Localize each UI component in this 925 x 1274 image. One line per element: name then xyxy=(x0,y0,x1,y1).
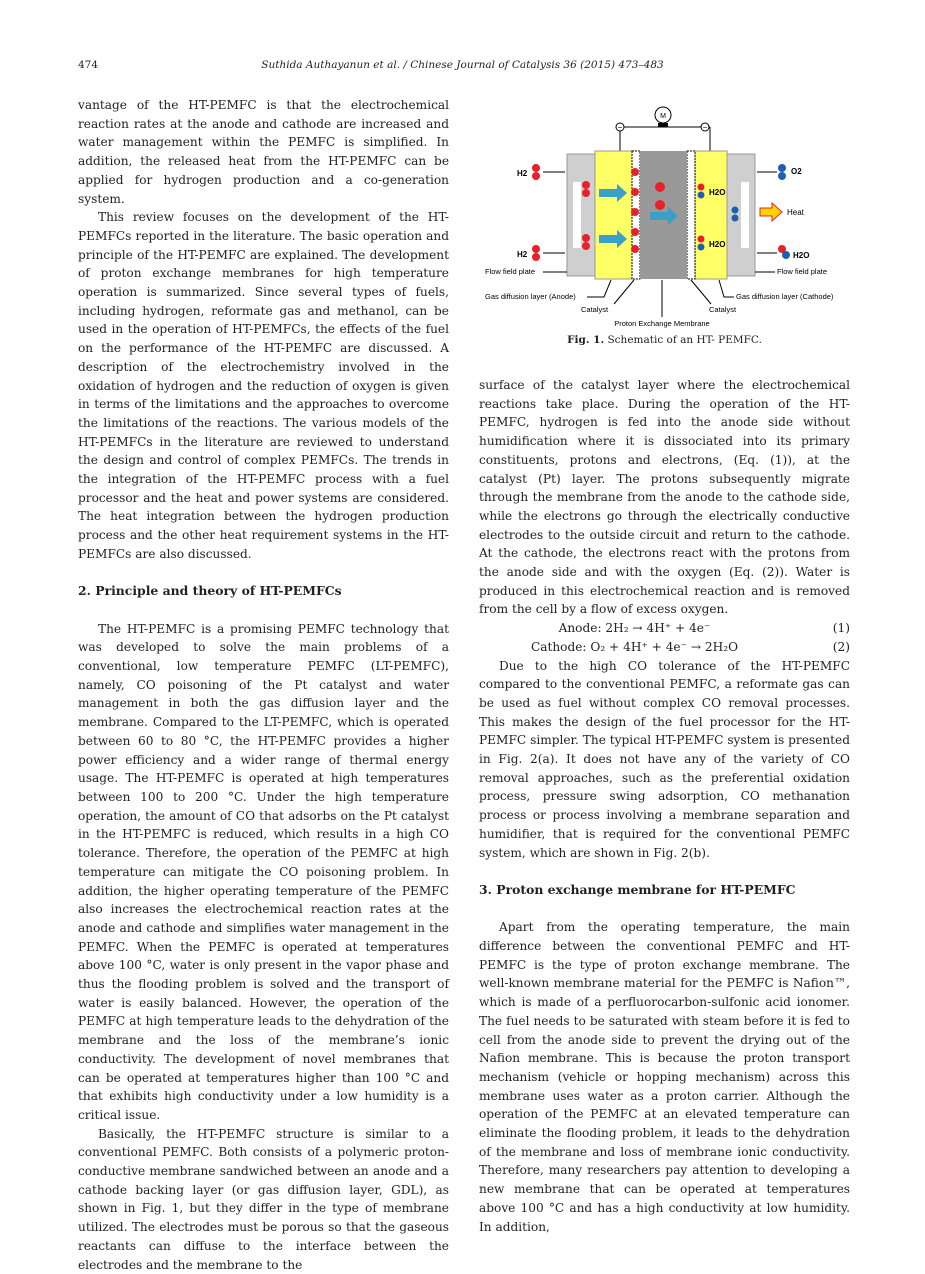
figure-caption xyxy=(479,334,850,346)
hydrogen-atom xyxy=(582,181,590,189)
proton xyxy=(655,182,665,192)
catalyst-layer-cathode xyxy=(687,151,695,279)
bulb-base xyxy=(658,123,668,127)
leader-line xyxy=(587,280,611,297)
left-column xyxy=(78,96,449,1274)
water-o-atom xyxy=(698,192,705,199)
minus-right-label: − xyxy=(702,123,708,132)
water-o-atom xyxy=(698,244,705,251)
paragraph: The HT-PEMFC is a promising PEMFC technology that was developed to solve the main problems of a conventional, low temperature PEMFC (LT-PEMFC), namely, CO poisoning of the Pt catalyst and water management in both the gas diffusion layer and the membrane. Compared to the LT-PEMFC, which is operated between 60 to 80 °C, the HT-PEMFC provides a higher power efficiency and a wider range of thermal energy usage. The HT-PEMFC is operated at high temperatures between 100 to 200 °C. Under the high temperature operation, the amount of CO that adsorbs on the Pt catalyst in the HT-PEMFC is reduced, which results in a high CO tolerance. Therefore, the operation of the PEMFC at high temperature can mitigate the CO poisoning problem. In addition, the higher operating temperature of the PEMFC also increases the electrochemical reaction rates at the anode and cathode and simplifies water management in the PEMFC. When the PEMFC is operated at temperatures above 100 °C, water is only present in the vapor phase and thus the flooding problem is solved and the transport of water is easily balanced. However, the operation of the PEMFC at high temperature leads to the dehydration of the membrane and the loss of the membrane’s ionic conductivity. The development of novel membranes that can be operated at temperatures higher than 100 °C and that exhibits high conductivity under a low humidity is a critical issue. xyxy=(78,621,449,1122)
o2-label: O2 xyxy=(791,167,802,176)
flow-plate-right-label: Flow field plate xyxy=(777,267,828,276)
paragraph: Basically, the HT-PEMFC structure is similar to a conventional PEMFC. Both consists of a polymeric proton-conductive membrane sandwiched between an anode and a cathode backing layer (or gas diffusion layer, GDL), as shown in Fig. 1, but they differ in the type of membrane utilized. The electrodes must be porous so that the gaseous reactants can diffuse to the interface between the electrodes and the membrane to the xyxy=(78,1126,449,1272)
paragraph: Apart from the operating temperature, the main difference between the conventional PEMFC and HT-PEMFC is the type of proton exchange membrane. The well-known membrane material for the PEMFC is Nafion™, which is made of a perfluorocarbon-sulfonic acid ionomer. The fuel needs to be saturated with steam before it is fed to cell from the anode side to prevent the drying out of the Nafion membrane. This is because the proton transport mechanism (vehicle or hopping mechanism) across this membrane uses water as a proton carrier. Although the operation of the PEMFC at an elevated temperature can eliminate the flooding problem, it leads to the dehydration of the membrane and loss of membrane ionic conductivity. Therefore, many researchers pay attention to developing a new membrane that can be operated at temperatures above 100 °C and has a high conductivity at low humidity. In addition, xyxy=(479,920,850,1234)
oxygen-atom xyxy=(732,215,739,222)
flow-channel-anode xyxy=(573,182,581,248)
equation-1 xyxy=(479,619,850,638)
equation-2 xyxy=(479,638,850,657)
running-head: Suthida Authayanun et al. / Chinese Journal of Catalysis 36 (2015) 473–483 xyxy=(261,59,664,71)
h2-top-label: H2 xyxy=(517,169,528,178)
h2o-anode-top-label: H2O xyxy=(709,188,726,197)
paragraph: vantage of the HT-PEMFC is that the electrochemical reaction rates at the anode and cathode are increased and water management within the PEMFC is simplified. In addition, the released heat from the HT-PEMFC can be applied for hydrogen production and a co-generation system. xyxy=(78,98,449,206)
hydrogen-atom xyxy=(532,164,540,172)
figure-1 xyxy=(479,97,850,346)
proton xyxy=(655,200,665,210)
hydrogen-atom xyxy=(532,172,540,180)
proton xyxy=(631,245,639,253)
water-h-atom xyxy=(698,236,705,243)
oxygen-atom xyxy=(778,164,786,172)
h2o-out-label: H2O xyxy=(793,251,810,260)
right-column xyxy=(479,376,850,1236)
leader-line xyxy=(691,280,711,304)
water-h-atom xyxy=(698,184,705,191)
paragraph: Due to the high CO tolerance of the HT-PEMFC compared to the conventional PEMFC, a reformate gas can be used as fuel without complex CO removal processes. This makes the design of the fuel processor for the HT-PEMFC simpler. The typical HT-PEMFC system is presented in Fig. 2(a). It does not have any of the variety of CO removal approaches, such as the preferential oxidation process, pressure swing adsorption, CO methanation process or process involving a membrane separation and humidifier, that is required for the conventional PEMFC system, which are shown in Fig. 2(b). xyxy=(479,658,850,860)
section-heading: 3. Proton exchange membrane for HT-PEMFC xyxy=(479,881,796,897)
hydrogen-atom xyxy=(582,234,590,242)
hydrogen-atom xyxy=(582,242,590,250)
leader-line xyxy=(719,280,734,297)
equation-formula: Cathode: O₂ + 4H⁺ + 4e⁻ → 2H₂O xyxy=(530,639,739,654)
gdl-anode xyxy=(595,151,635,279)
equation-number: (1) xyxy=(832,621,850,636)
oxygen-atom xyxy=(732,207,739,214)
hydrogen-atom xyxy=(582,189,590,197)
hydrogen-atom xyxy=(532,245,540,253)
oxygen-atom xyxy=(778,172,786,180)
gdl-anode-label: Gas diffusion layer (Anode) xyxy=(485,292,576,301)
heat-arrow-icon xyxy=(760,203,782,221)
fuel-cell-schematic xyxy=(479,97,850,332)
leader-line xyxy=(614,280,634,304)
flow-plate-left-label: Flow field plate xyxy=(485,267,536,276)
gdl-cathode-label: Gas diffusion layer (Cathode) xyxy=(736,292,834,301)
paragraph: surface of the catalyst layer where the electrochemical reactions take place. During the operation of the HT-PEMFC, hydrogen is fed into the anode side without humidification where it is dissociated into its primary constituents, protons and electrons, (Eq. (1)), at the catalyst (Pt) layer. The protons subsequently migrate through the membrane from the anode to the cathode side, while the electrons go through the electrically conductive electrodes to the outside circuit and return to the cathode. At the cathode, the electrons react with the protons from the anode side and with the oxygen (Eq. (2)). Water is produced in this electrochemical reaction and is removed from the cell by a flow of excess oxygen. xyxy=(479,378,850,617)
flow-channel-cathode xyxy=(741,182,749,248)
h2-bottom-label: H2 xyxy=(517,250,528,259)
page-header xyxy=(78,59,847,75)
equation-number: (2) xyxy=(832,639,850,654)
minus-left-label: − xyxy=(617,123,623,132)
water-o-atom xyxy=(782,251,790,259)
proton xyxy=(631,168,639,176)
catalyst-right-label: Catalyst xyxy=(709,305,737,314)
proton xyxy=(631,208,639,216)
page-number: 474 xyxy=(78,59,99,71)
paragraph: This review focuses on the development of the HT-PEMFCs reported in the literature. The basic operation and principle of the HT-PEMFC are explained. The development of proton exchange membranes for high temperature operation is summarized. Since several types of fuels, including hydrogen, reformate gas and methanol, can be used in the operation of HT-PEMFCs, the effects of the fuel on the performance of the HT-PEMFC are discussed. A description of the electrochemistry involved in the oxidation of hydrogen and the reduction of oxygen is given in terms of the limitations and the approaches to overcome the limitations of the reactions. The various models of the HT-PEMFCs in the literature are reviewed to understand the design and control of complex PEMFCs. The trends in the integration of the HT-PEMFC process with a fuel processor and the heat and power systems are considered. The heat integration between the hydrogen production process and the other heat requirement systems in the HT-PEMFCs are also discussed. xyxy=(78,210,449,561)
equation-formula: Anode: 2H₂ → 4H⁺ + 4e⁻ xyxy=(558,621,711,636)
h2o-anode-bottom-label: H2O xyxy=(709,240,726,249)
gdl-cathode xyxy=(695,151,727,279)
hydrogen-atom xyxy=(532,253,540,261)
load-label: M xyxy=(660,113,666,120)
caption-text: Schematic of an HT- PEMFC. xyxy=(607,334,762,346)
section-heading: 2. Principle and theory of HT-PEMFCs xyxy=(78,583,342,599)
heat-label: Heat xyxy=(787,208,804,217)
membrane-label: Proton Exchange Membrane xyxy=(614,319,710,328)
catalyst-left-label: Catalyst xyxy=(581,305,609,314)
proton xyxy=(631,188,639,196)
caption-label: Fig. 1. xyxy=(567,334,605,346)
proton xyxy=(631,228,639,236)
